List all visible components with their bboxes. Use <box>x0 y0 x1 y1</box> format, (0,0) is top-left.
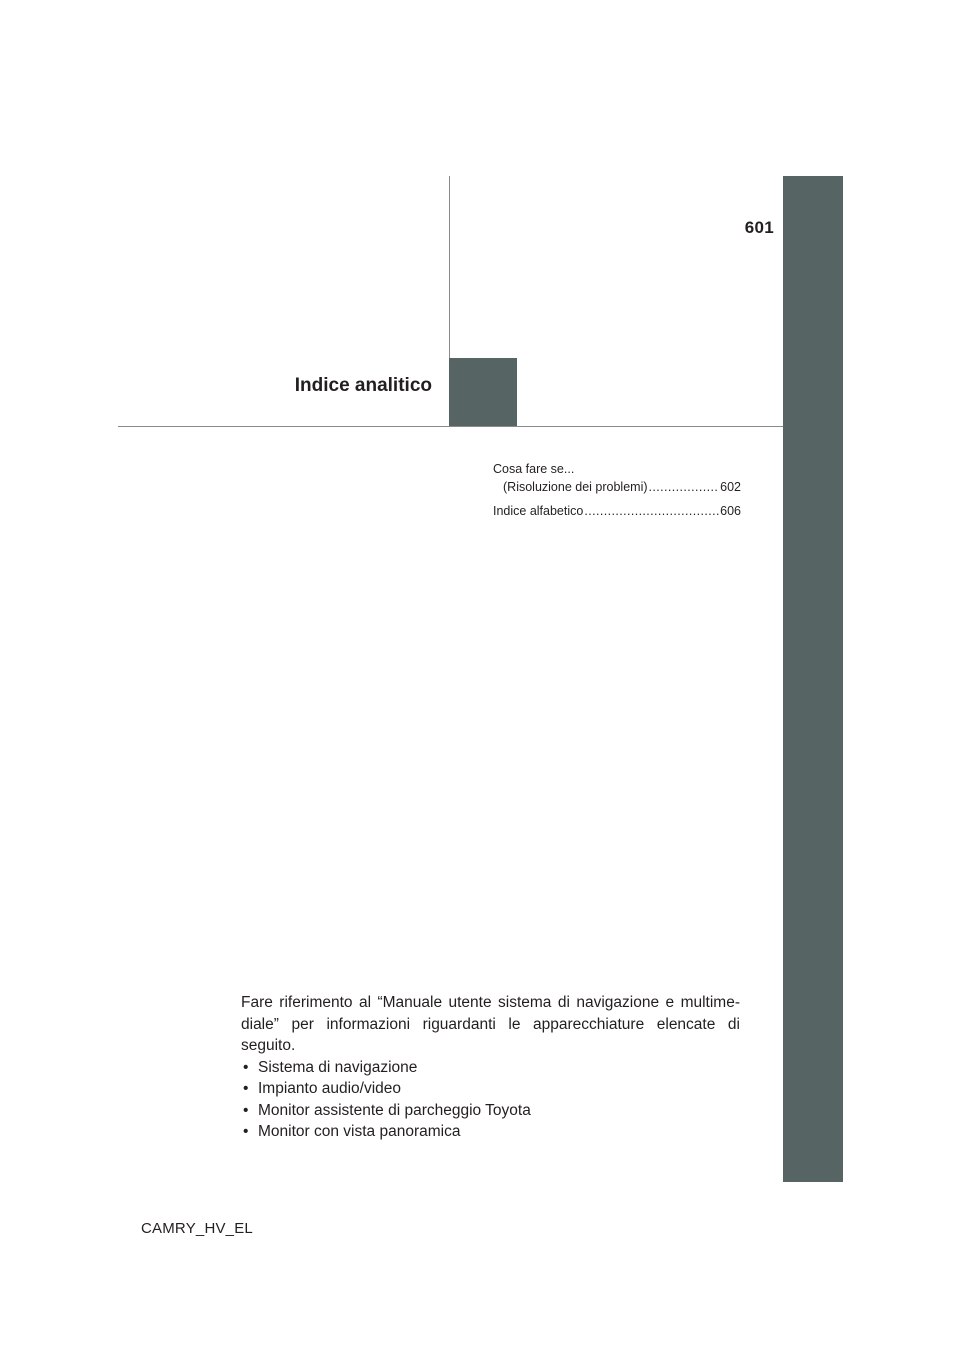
horizontal-rule <box>118 426 783 427</box>
bullet-icon: • <box>243 1101 249 1119</box>
toc-entry-2-page: 606 <box>720 504 741 518</box>
toc-entry-1-line1[interactable] <box>493 460 741 478</box>
list-item-text: Monitor con vista panoramica <box>258 1123 461 1140</box>
list-item-text: Sistema di navigazione <box>258 1058 418 1076</box>
list-item-text: Impianto audio/video <box>258 1080 402 1097</box>
toc-entry-1-subtitle: (Risoluzione dei problemi) <box>503 480 648 494</box>
table-of-contents <box>493 460 741 520</box>
toc-entry-2[interactable] <box>493 502 741 520</box>
toc-leader-dots <box>649 478 720 496</box>
chapter-side-tab <box>783 176 843 1182</box>
toc-entry-2-title: Indice alfabetico <box>493 504 584 518</box>
bullet-icon: • <box>243 1080 249 1097</box>
list-item <box>241 1078 740 1100</box>
toc-entry-1-line2[interactable] <box>493 478 741 496</box>
navigation-manual-note <box>241 992 740 1143</box>
bullet-icon: • <box>243 1058 249 1076</box>
toc-entry-1-title: Cosa fare se... <box>493 462 575 476</box>
list-item <box>241 1121 740 1143</box>
list-item-text: Monitor assistente di parcheggio Toyota <box>258 1101 531 1119</box>
footer-document-code: CAMRY_HV_EL <box>141 1220 253 1237</box>
page-number: 601 <box>744 218 774 237</box>
list-item <box>241 1100 740 1122</box>
list-item <box>241 1057 740 1079</box>
note-paragraph: Fare riferimento al “Manuale utente sistema di navigazione e multime-diale” per informazioni riguardanti le apparecchiature elencate di seguito. <box>241 994 740 1054</box>
equipment-list <box>241 1057 740 1143</box>
toc-leader-dots <box>584 502 719 520</box>
section-title: Indice analitico <box>294 375 432 396</box>
section-marker-block <box>449 358 517 426</box>
toc-entry-1-page: 602 <box>720 480 741 494</box>
bullet-icon: • <box>243 1123 249 1140</box>
